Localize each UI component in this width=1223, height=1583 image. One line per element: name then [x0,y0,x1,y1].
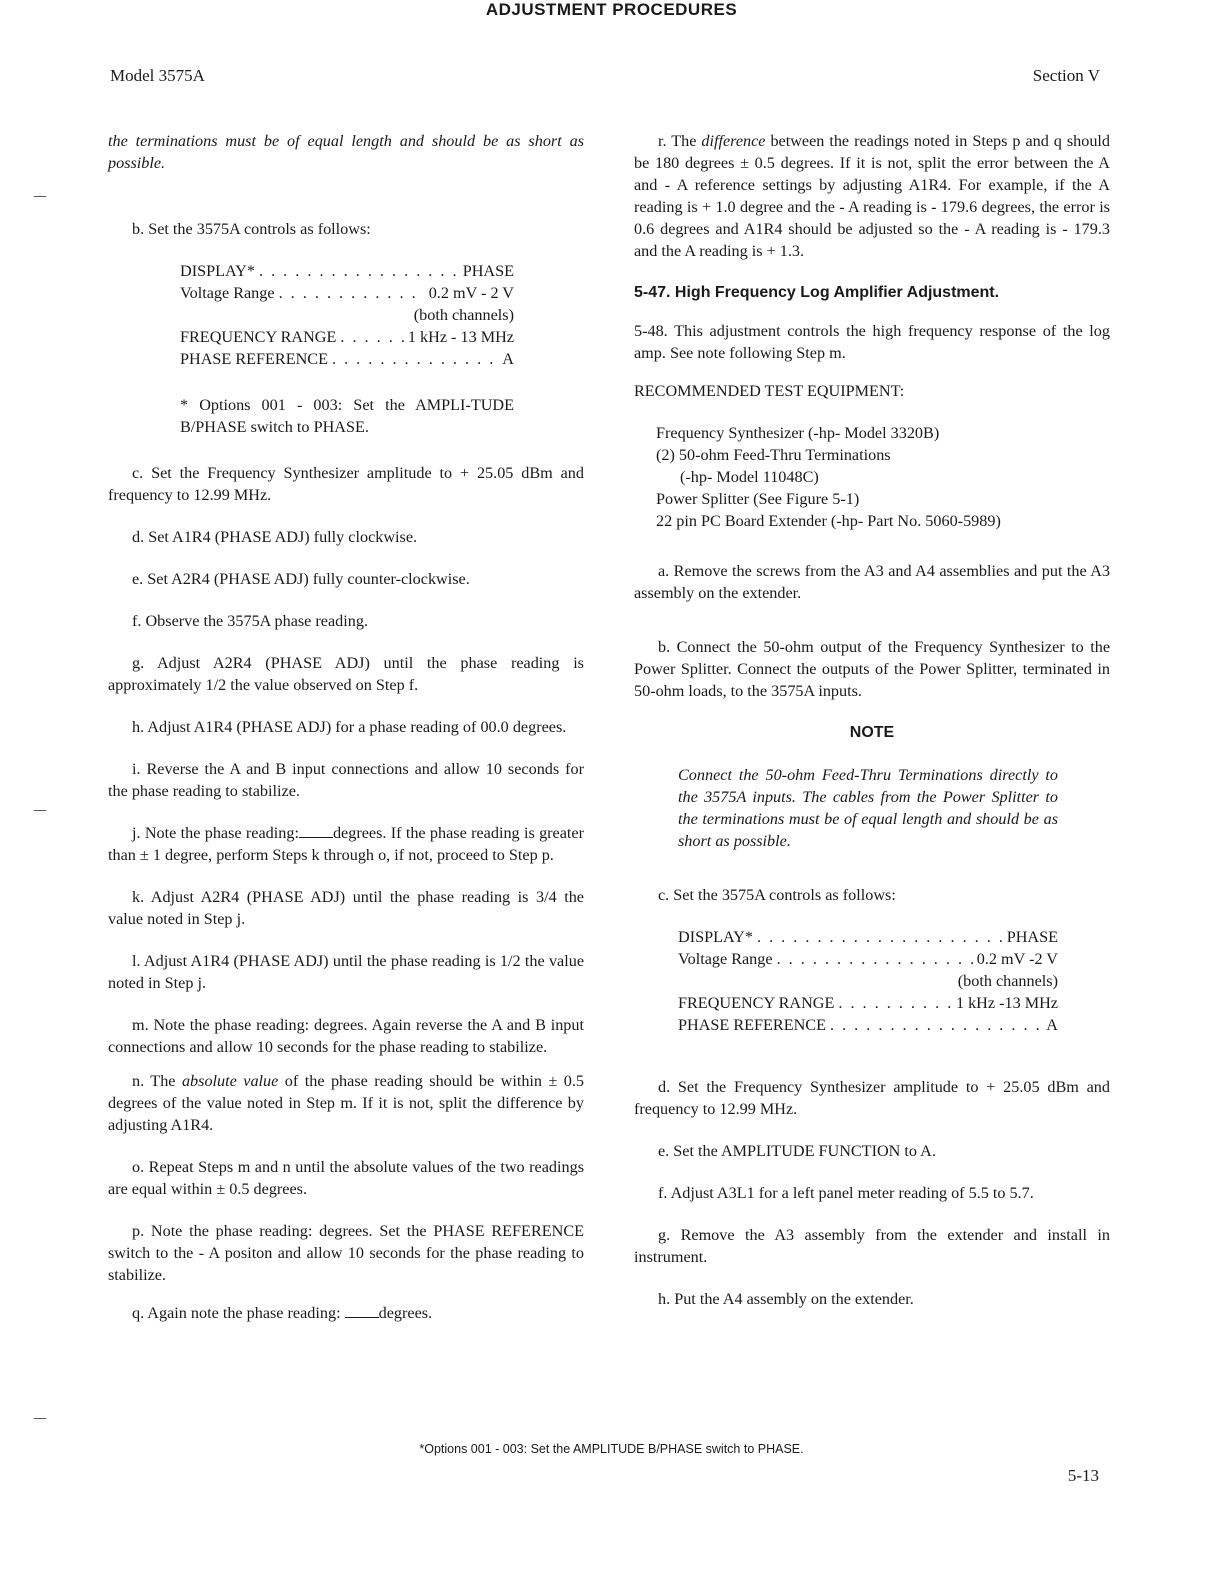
setting-row: PHASE REFERENCE . . . A [180,348,514,370]
step-e: e. Set A2R4 (PHASE ADJ) fully counter-clockwise. [132,570,470,588]
setting-row: PHASE REFERENCE . . . A [678,1014,1058,1036]
equipment-heading: RECOMMENDED TEST EQUIPMENT: [634,382,905,400]
section-label: Section V [1032,66,1100,85]
step-c-right: c. Set the 3575A controls as follows: [658,886,896,904]
step-r: r. The difference between the readings noted in Steps p and q should be 180 degrees ± 0.5 degrees. If it is not, split the error between the A and - A reference settings by adjusting A1R4. For example, if the A reading is + 1.0 degree and the - A reading is - 179.6 degrees, the error is 0.6 degrees and A1R4 should be adjusted so the - A reading is - 179.3 and the A reading is + 1.3. [634,132,1111,260]
page-title: ADJUSTMENT PROCEDURES [485,0,738,19]
step-q: q. Again note the phase reading: degrees. [132,1304,433,1322]
step-i: i. Reverse the A and B input connections and allow 10 seconds for the phase reading to stabilize. [108,760,584,800]
setting-row: Voltage Range . . . 0.2 mV - 2 V [180,282,514,304]
step-l: l. Adjust A1R4 (PHASE ADJ) until the phase reading is 1/2 the value noted in Step j. [108,952,584,992]
step-h-right: h. Put the A4 assembly on the extender. [658,1290,914,1308]
step-p: p. Note the phase reading: degrees. Set the PHASE REFERENCE switch to the - A positon and allow 10 seconds for the phase reading to stabilize. [108,1222,584,1284]
margin-mark [34,810,46,811]
setting-row: DISPLAY* . . . PHASE [180,260,514,282]
note-title: NOTE [849,724,895,741]
step-c: c. Set the Frequency Synthesizer amplitude to + 25.05 dBm and frequency to 12.99 MHz. [108,464,584,504]
step-h: h. Adjust A1R4 (PHASE ADJ) for a phase reading of 00.0 degrees. [132,718,567,736]
setting-row: FREQUENCY RANGE . . . 1 kHz -13 MHz [678,992,1058,1014]
blank-line [345,1303,379,1318]
step-o: o. Repeat Steps m and n until the absolute values of the two readings are equal within ± 0.5 degrees. [108,1158,584,1198]
equipment-item: 22 pin PC Board Extender (-hp- Part No. 5060-5989) [656,512,1001,530]
page-number: 5-13 [1067,1466,1099,1485]
paragraph-5-48: 5-48. This adjustment controls the high frequency response of the log amp. See note following Step m. [634,322,1110,362]
step-b-right: b. Connect the 50-ohm output of the Frequency Synthesizer to the Power Splitter. Connect the outputs of the Power Splitter, terminated in 50-ohm loads, to the 3575A inputs. [634,638,1110,700]
equipment-item: Frequency Synthesizer (-hp- Model 3320B) [656,424,940,442]
step-d: d. Set A1R4 (PHASE ADJ) fully clockwise. [132,528,418,546]
margin-mark [34,1418,46,1419]
setting-note: (both channels) [413,306,514,324]
equipment-item: (2) 50-ohm Feed-Thru Terminations [656,446,891,464]
step-f: f. Observe the 3575A phase reading. [132,612,368,630]
step-g: g. Adjust A2R4 (PHASE ADJ) until the phase reading is approximately 1/2 the value observed on Step f. [108,654,584,694]
setting-note: (both channels) [957,972,1058,990]
section-heading: 5-47. High Frequency Log Amplifier Adjustment. [634,284,1000,301]
settings-list-right [678,926,1058,1036]
setting-row: FREQUENCY RANGE . . . 1 kHz - 13 MHz [180,326,514,348]
intro-paragraph: the terminations must be of equal length and should be as short as possible. [108,132,584,172]
step-b: b. Set the 3575A controls as follows: [132,220,371,238]
settings-list [180,260,514,438]
equipment-list [656,422,1110,532]
step-a: a. Remove the screws from the A3 and A4 assemblies and put the A3 assembly on the extender. [634,562,1110,602]
step-d-right: d. Set the Frequency Synthesizer amplitude to + 25.05 dBm and frequency to 12.99 MHz. [634,1078,1110,1118]
step-f-right: f. Adjust A3L1 for a left panel meter reading of 5.5 to 5.7. [658,1184,1034,1202]
equipment-item: Power Splitter (See Figure 5-1) [656,490,860,508]
model-label: Model 3575A [110,66,205,85]
option-note: * Options 001 - 003: Set the AMPLI-TUDE B/PHASE switch to PHASE. [180,396,514,436]
margin-mark [34,196,46,197]
step-j: j. Note the phase reading: degrees. If the phase reading is greater than ± 1 degree, perform Steps k through o, if not, proceed to Step p. [108,824,585,864]
blank-line [299,823,333,838]
setting-row: DISPLAY* . . . PHASE [678,926,1058,948]
step-m: m. Note the phase reading: degrees. Again reverse the A and B input connections and allow 10 seconds for the phase reading to stabilize. [108,1016,584,1056]
step-g-right: g. Remove the A3 assembly from the extender and install in instrument. [634,1226,1110,1266]
step-n: n. The absolute value of the phase reading should be within ± 0.5 degrees of the value noted in Step m. If it is not, split the difference by adjusting A1R4. [108,1072,585,1134]
setting-row: Voltage Range . . . 0.2 mV -2 V [678,948,1058,970]
footnote: *Options 001 - 003: Set the AMPLITUDE B/PHASE switch to PHASE. [419,1442,804,1456]
step-k: k. Adjust A2R4 (PHASE ADJ) until the phase reading is 3/4 the value noted in Step j. [108,888,584,928]
right-column [634,130,1110,1310]
left-column [108,130,584,1324]
note-body: Connect the 50-ohm Feed-Thru Terminations directly to the 3575A inputs. The cables from the Power Splitter to the terminations must be of equal length and should be as short as possible. [678,766,1058,850]
equipment-item: (-hp- Model 11048C) [680,468,819,486]
step-e-right: e. Set the AMPLITUDE FUNCTION to A. [658,1142,936,1160]
